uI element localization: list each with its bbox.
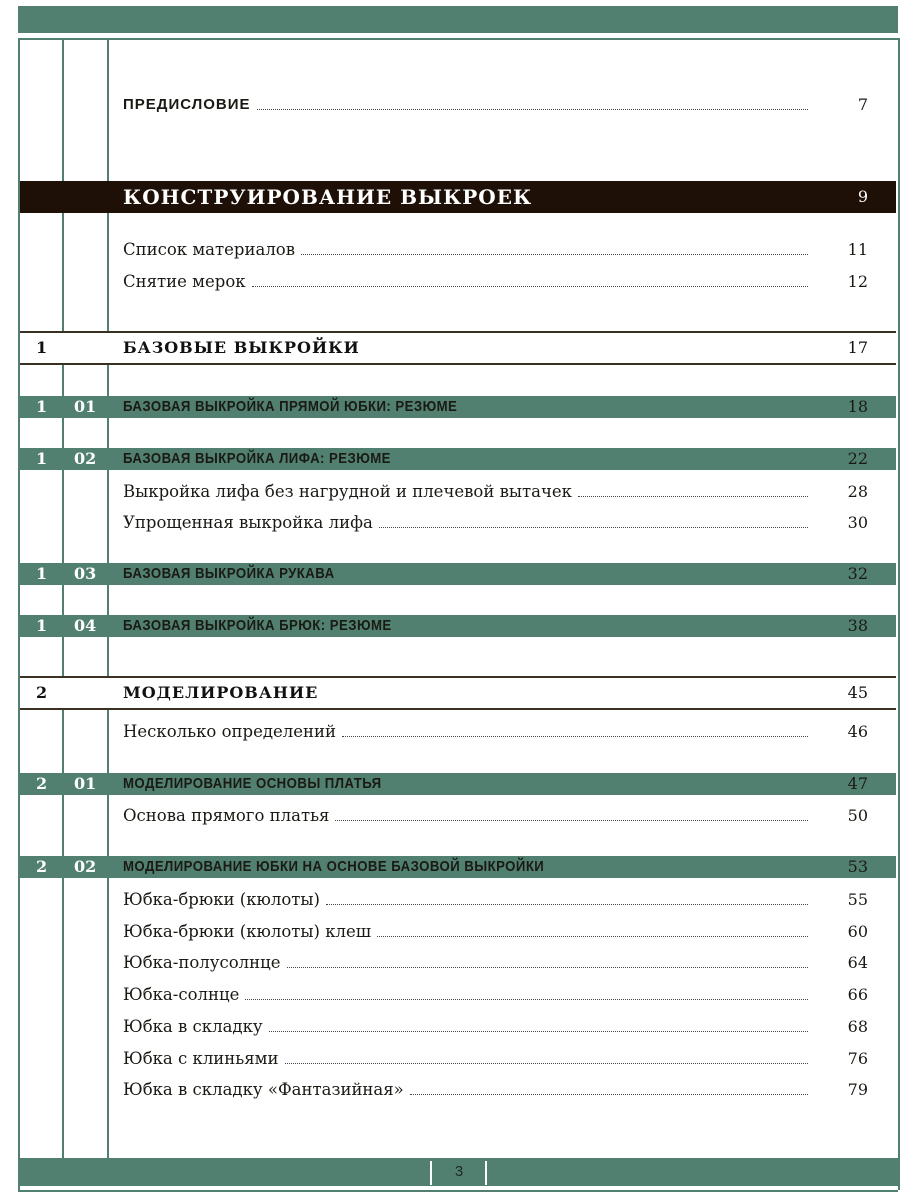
dot-leader	[301, 238, 808, 255]
section-title: БАЗОВАЯ ВЫКРОЙКА БРЮК: РЕЗЮМЕ	[123, 617, 392, 634]
section-title: БАЗОВАЯ ВЫКРОЙКА ПРЯМОЙ ЮБКИ: РЕЗЮМЕ	[123, 398, 458, 415]
dot-leader	[379, 511, 808, 528]
entry-page: 60	[847, 921, 868, 941]
toc-entry[interactable]	[20, 983, 896, 1007]
chapter-number: 1	[36, 564, 48, 583]
entry-title	[123, 920, 808, 944]
entry-label: Снятие мерок	[123, 272, 246, 291]
chapter-number: 1	[36, 616, 48, 635]
section-title: МОДЕЛИРОВАНИЕ ЮБКИ НА ОСНОВЕ БАЗОВОЙ ВЫКРОЙКИ	[123, 858, 545, 875]
entry-label: Юбка в складку	[123, 1016, 263, 1036]
dot-leader	[269, 1015, 808, 1032]
part-heading[interactable]	[20, 181, 896, 213]
toc-entry[interactable]	[20, 93, 896, 117]
section-number: 03	[74, 564, 97, 583]
toc-entry[interactable]	[20, 270, 896, 294]
section-page: 18	[847, 397, 868, 416]
section-title: БАЗОВАЯ ВЫКРОЙКА ЛИФА: РЕЗЮМЕ	[123, 450, 391, 467]
top-bar	[18, 6, 898, 33]
entry-title	[123, 480, 808, 504]
chapter-heading[interactable]	[20, 331, 896, 365]
entry-title	[123, 93, 808, 117]
entry-label: Несколько определений	[123, 722, 337, 741]
section-title: МОДЕЛИРОВАНИЕ ОСНОВЫ ПЛАТЬЯ	[123, 775, 382, 792]
entry-title	[123, 1078, 808, 1102]
section-page: 22	[847, 449, 868, 468]
entry-title	[123, 1047, 808, 1071]
entry-label: Упрощенная выкройка лифа	[123, 513, 373, 532]
section-heading[interactable]	[20, 563, 896, 585]
chapter-title: БАЗОВЫЕ ВЫКРОЙКИ	[123, 338, 360, 357]
chapter-number: 1	[36, 449, 48, 468]
section-number: 01	[74, 397, 97, 416]
entry-page: 11	[847, 240, 868, 259]
toc-entry[interactable]	[20, 804, 896, 828]
entry-title	[123, 270, 808, 294]
chapter-title: МОДЕЛИРОВАНИЕ	[123, 683, 319, 702]
chapter-page: 45	[847, 683, 868, 702]
section-heading[interactable]	[20, 396, 896, 418]
section-heading[interactable]	[20, 856, 896, 878]
entry-page: 66	[847, 985, 868, 1005]
toc-entry[interactable]	[20, 1015, 896, 1039]
part-page: 9	[857, 187, 868, 206]
entry-title	[123, 720, 808, 744]
entry-title	[123, 804, 808, 828]
entry-title	[123, 951, 808, 975]
entry-page: 76	[847, 1048, 868, 1068]
chapter-number: 2	[36, 683, 48, 702]
entry-page: 79	[847, 1080, 868, 1100]
dot-leader	[285, 1047, 808, 1064]
chapter-number: 1	[36, 338, 48, 357]
toc-entry[interactable]	[20, 238, 896, 262]
toc-entry[interactable]	[20, 888, 896, 912]
entry-page: 50	[847, 806, 868, 825]
dot-leader	[245, 983, 808, 1000]
section-page: 32	[847, 564, 868, 583]
entry-page: 68	[847, 1016, 868, 1036]
separator	[430, 1161, 432, 1185]
entry-label: Юбка-брюки (кюлоты) клеш	[123, 921, 372, 941]
toc-entry[interactable]	[20, 480, 896, 504]
section-page: 47	[847, 774, 868, 793]
entry-page: 12	[847, 272, 868, 291]
entry-page: 46	[847, 722, 868, 741]
entry-label: Юбка-солнце	[123, 985, 240, 1005]
entry-title	[123, 511, 808, 535]
entry-title	[123, 1015, 808, 1039]
section-number: 02	[74, 857, 97, 876]
dot-leader	[377, 920, 808, 937]
chapter-number: 1	[36, 397, 48, 416]
page-number: 3	[454, 1163, 464, 1180]
entry-page: 7	[857, 95, 868, 114]
entry-label: Основа прямого платья	[123, 806, 330, 825]
part-title: КОНСТРУИРОВАНИЕ ВЫКРОЕК	[123, 185, 533, 209]
chapter-page: 17	[847, 338, 868, 357]
bottom-line	[18, 1190, 898, 1192]
toc-entry[interactable]	[20, 1078, 896, 1102]
entry-title	[123, 238, 808, 262]
section-number: 04	[74, 616, 97, 635]
entry-title	[123, 888, 808, 912]
dot-leader	[257, 93, 808, 110]
entry-page: 55	[847, 890, 868, 909]
section-page: 38	[847, 616, 868, 635]
entry-title	[123, 983, 808, 1007]
section-title: БАЗОВАЯ ВЫКРОЙКА РУКАВА	[123, 565, 335, 582]
entry-label: ПРЕДИСЛОВИЕ	[123, 96, 251, 113]
section-number: 01	[74, 774, 97, 793]
dot-leader	[326, 888, 808, 905]
toc-entry[interactable]	[20, 511, 896, 535]
entry-page: 28	[847, 482, 868, 501]
entry-label: Выкройка лифа без нагрудной и плечевой вытачек	[123, 482, 572, 501]
dot-leader	[252, 270, 808, 287]
entry-label: Юбка с клиньями	[123, 1048, 279, 1068]
section-heading[interactable]	[20, 773, 896, 795]
dot-leader	[335, 804, 808, 821]
dot-leader	[578, 480, 808, 497]
toc-entry[interactable]	[20, 720, 896, 744]
toc-entry[interactable]	[20, 951, 896, 975]
dot-leader	[342, 720, 808, 737]
dot-leader	[287, 951, 809, 968]
chapter-number: 2	[36, 857, 48, 876]
section-number: 02	[74, 449, 97, 468]
toc-entry[interactable]	[20, 920, 896, 944]
dot-leader	[410, 1078, 808, 1095]
separator	[485, 1161, 487, 1185]
section-page: 53	[847, 857, 868, 876]
section-heading[interactable]	[20, 448, 896, 470]
entry-page: 30	[847, 513, 868, 532]
chapter-number: 2	[36, 774, 48, 793]
entry-label: Юбка-брюки (кюлоты)	[123, 890, 320, 909]
entry-label: Список материалов	[123, 240, 296, 259]
entry-page: 64	[847, 953, 868, 973]
chapter-heading[interactable]	[20, 676, 896, 710]
entry-label: Юбка в складку «Фантазийная»	[123, 1080, 404, 1100]
section-heading[interactable]	[20, 615, 896, 637]
toc-entry[interactable]	[20, 1047, 896, 1071]
entry-label: Юбка-полусолнце	[123, 953, 281, 973]
